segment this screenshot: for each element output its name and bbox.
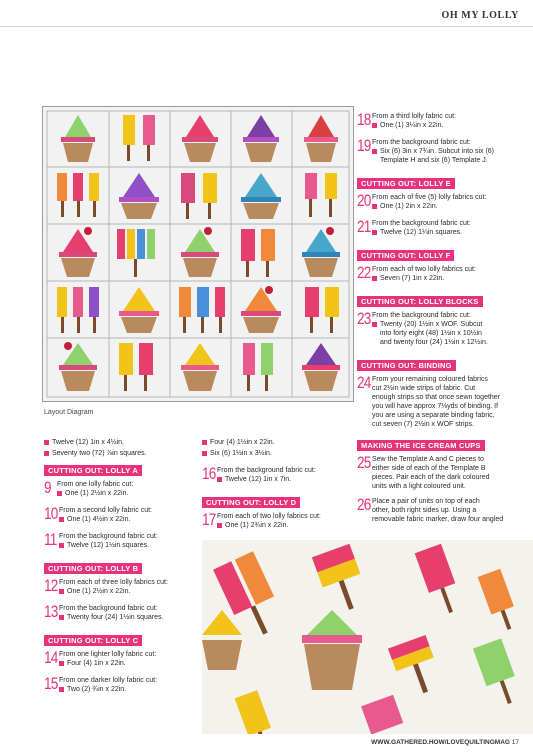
bullet-square-icon xyxy=(202,451,207,456)
list-item: One (1) 4½in x 22in. xyxy=(59,515,194,524)
list-item: One (1) 2¾in x 22in. xyxy=(217,521,352,530)
step-24: 24 From your remaining coloured fabrics cut 2½in wide strips of fabric. Cut enough strips so that once sewn together you will have approx 7⅛yds of binding. If you are using a separate binding fabric, cut seven (7) 2½in x WOF strips. xyxy=(357,373,501,428)
bullet-square-icon xyxy=(217,477,222,482)
section-banner-lolly-blocks: CUTTING OUT: LOLLY BLOCKS xyxy=(357,296,483,307)
list-item: Seven (7) 1in x 22in. xyxy=(372,274,523,283)
bullet-square-icon xyxy=(372,322,377,327)
list-item: Seventy two (72) ⅞in squares. xyxy=(44,449,194,458)
step-12: 12 From each of three lolly fabrics cut: One (1) 2½in x 22in. xyxy=(44,578,194,598)
bullet-square-icon xyxy=(372,276,377,281)
list-item: One (1) 2in x 22in. xyxy=(372,202,523,211)
step-10: 10 From a second lolly fabric cut: One (1) 4½in x 22in. xyxy=(44,506,194,526)
list-item: Twelve (12) 1in x 7in. xyxy=(217,475,352,484)
section-banner-ice-cream-cups: MAKING THE ICE CREAM CUPS xyxy=(357,440,485,451)
step-15: 15 From one darker lolly fabric cut: Two (2) ¾in x 22in. xyxy=(44,676,194,696)
section-banner-lolly-f: CUTTING OUT: LOLLY F xyxy=(357,250,454,261)
step-number: 14 xyxy=(44,648,58,667)
bullet-square-icon xyxy=(44,440,49,445)
list-item: Two (2) ¾in x 22in. xyxy=(59,685,194,694)
step-number: 22 xyxy=(357,263,371,282)
step-number: 18 xyxy=(357,110,371,129)
bullet-square-icon xyxy=(217,523,222,528)
list-item: Twenty (20) 1½in x WOF. Subcut into forty eight (48) 1½in x 10½in and twenty four (24) 1½in x 12½in. xyxy=(372,320,523,347)
step-number: 25 xyxy=(357,453,371,472)
step-number: 21 xyxy=(357,217,371,236)
column-3 xyxy=(357,112,523,530)
step-number: 11 xyxy=(44,530,57,549)
step-number: 13 xyxy=(44,602,58,621)
quilt-photo-illustration xyxy=(202,540,533,734)
step-26: 26 Place a pair of units on top of each other, both right sides up. Using a removable fabric marker, draw four angled xyxy=(357,495,504,523)
step-13: 13 From the background fabric cut: Twenty four (24) 1½in squares. xyxy=(44,604,194,624)
step-number: 9 xyxy=(44,478,51,497)
list-item: One (1) 2½in x 22in. xyxy=(59,587,194,596)
list-item: Six (6) 3in x 7¾in. Subcut into six (6) Template H and six (6) Template J. xyxy=(372,147,523,165)
list-item: Twelve (12) 1½in squares. xyxy=(59,541,194,550)
step-number: 20 xyxy=(357,191,371,210)
bullet-square-icon xyxy=(202,440,207,445)
step-9: 9 From one lolly fabric cut: One (1) 2½in x 22in. xyxy=(44,480,194,500)
list-item: Four (4) 1½in x 22in. xyxy=(202,438,352,447)
section-banner-lolly-d: CUTTING OUT: LOLLY D xyxy=(202,497,300,508)
step-23: 23 From the background fabric cut: Twenty (20) 1½in x WOF. Subcut into forty eight (48) 1½in x 10½in and twenty four (24) 1½in x 12½in. xyxy=(357,311,523,349)
step-number: 23 xyxy=(357,309,371,328)
bullet-square-icon xyxy=(44,451,49,456)
step-number: 10 xyxy=(44,504,58,523)
page-footer xyxy=(371,739,519,746)
step-22: 22 From each of two lolly fabrics cut: Seven (7) 1in x 22in. xyxy=(357,265,523,285)
section-banner-lolly-a: CUTTING OUT: LOLLY A xyxy=(44,465,142,476)
quilt-illustration xyxy=(43,107,353,401)
step-number: 26 xyxy=(357,495,371,514)
bullet-square-icon xyxy=(59,543,64,548)
diagram-caption: Layout Diagram xyxy=(44,409,94,416)
list-item: Twelve (12) 1in x 4½in. xyxy=(44,438,194,447)
section-banner-lolly-b: CUTTING OUT: LOLLY B xyxy=(44,563,142,574)
header-divider xyxy=(0,26,533,27)
footer-url: WWW.GATHERED.HOW/LOVEQUILTINGMAG xyxy=(371,739,510,746)
step-25: 25 Sew the Template A and C pieces to either side of each of the Template B pieces. Pair each of the dark coloured units with a light coloured unit. xyxy=(357,453,490,490)
bullet-square-icon xyxy=(59,661,64,666)
step-number: 15 xyxy=(44,674,58,693)
bullet-square-icon xyxy=(372,123,377,128)
layout-diagram xyxy=(42,106,354,402)
step-number: 19 xyxy=(357,136,371,155)
list-item: Four (4) 1in x 22in. xyxy=(59,659,194,668)
step-14: 14 From one lighter lolly fabric cut: Four (4) 1in x 22in. xyxy=(44,650,194,670)
column-2 xyxy=(202,438,352,538)
bullet-square-icon xyxy=(372,204,377,209)
bullet-square-icon xyxy=(59,687,64,692)
column-1 xyxy=(44,438,194,702)
quilt-photo xyxy=(202,540,533,734)
section-banner-lolly-e: CUTTING OUT: LOLLY E xyxy=(357,178,455,189)
step-21: 21 From the background fabric cut: Twelve (12) 1¼in squares. xyxy=(357,219,523,239)
list-item: Twelve (12) 1¼in squares. xyxy=(372,228,523,237)
list-item: Twenty four (24) 1½in squares. xyxy=(59,613,194,622)
bullet-square-icon xyxy=(59,589,64,594)
step-19: 19 From the background fabric cut: Six (6) 3in x 7¾in. Subcut into six (6) Template H and six (6) Template J. xyxy=(357,138,523,167)
step-18: 18 From a third lolly fabric cut: One (1) 3¼in x 22in. xyxy=(357,112,523,132)
step-number: 24 xyxy=(357,373,371,392)
bullet-square-icon xyxy=(372,149,377,154)
bullet-square-icon xyxy=(57,491,62,496)
section-banner-binding: CUTTING OUT: BINDING xyxy=(357,360,456,371)
list-item: One (1) 3¼in x 22in. xyxy=(372,121,523,130)
list-item: Six (6) 1½in x 3½in. xyxy=(202,449,352,458)
page-number: 17 xyxy=(511,739,519,746)
step-20: 20 From each of five (5) lolly fabrics cut: One (1) 2in x 22in. xyxy=(357,193,523,213)
step-number: 17 xyxy=(202,510,216,529)
step-16: 16 From the background fabric cut: Twelve (12) 1in x 7in. xyxy=(202,466,352,486)
magazine-section-title: OH MY LOLLY xyxy=(441,10,519,21)
bullet-square-icon xyxy=(372,230,377,235)
step-number: 16 xyxy=(202,464,216,483)
section-banner-lolly-c: CUTTING OUT: LOLLY C xyxy=(44,635,142,646)
bullet-square-icon xyxy=(59,517,64,522)
list-item: One (1) 2½in x 22in. xyxy=(57,489,194,498)
step-17: 17 From each of two lolly fabrics cut: One (1) 2¾in x 22in. xyxy=(202,512,352,532)
step-number: 12 xyxy=(44,576,58,595)
step-11: 11 From the background fabric cut: Twelve (12) 1½in squares. xyxy=(44,532,194,552)
bullet-square-icon xyxy=(59,615,64,620)
